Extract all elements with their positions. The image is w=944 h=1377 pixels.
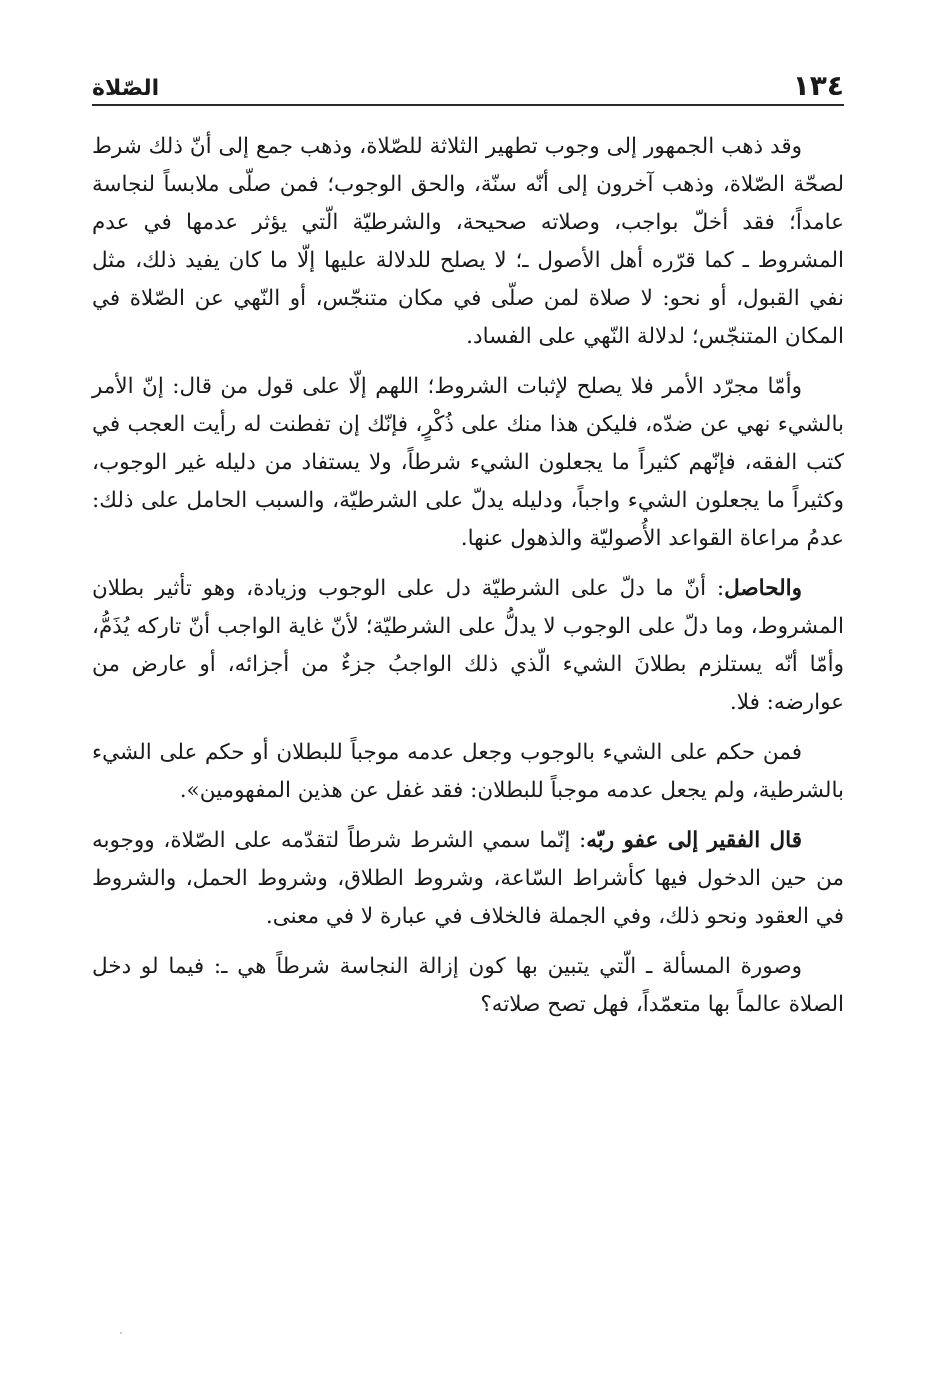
paragraph-4: فمن حكم على الشيء بالوجوب وجعل عدمه موجباً للبطلان أو حكم على الشيء بالشرطية، ولم يجعل عدمه موجباً للبطلان: فقد غفل عن هذين المفهومين». [92, 740, 844, 803]
paragraph-5-text: : إنّما سمي الشرط شرطاً لتقدّمه على الصّلاة، ووجوبه من حين الدخول فيها كأشراط السّاعة، وشروط الطلاق، وشروط الحمل، والشروط في العقود ونحو ذلك، وفي الجملة فالخلاف في عبارة لا في معنى. [92, 828, 844, 929]
paragraph-5 [92, 822, 844, 936]
paragraph-3-text: : أنّ ما دلّ على الشرطيّة دل على الوجوب وزيادة، وهو تأثير بطلان المشروط، وما دلّ على الوجوب لا يدلُّ على الشرطيّة؛ لأنّ غاية الواجب أنّ تاركه يُذَمُّ، وأمّا أنّه يستلزم بطلانَ الشيء الّذي ذلك الواجبُ جزءٌ من أجزائه، أو عارض من عوارضه: فلا. [92, 576, 844, 715]
paragraph-2: وأمّا مجرّد الأمر فلا يصلح لإثبات الشروط؛ اللهم إلّا على قول من قال: إنّ الأمر بالشيء نهي عن ضدّه، فليكن هذا منك على ذُكْرٍ، فإنّك إن تفطنت له رأيت العجب في كتب الفقه، فإنّهم كثيراً ما يجعلون الشيء شرطاً، ولا يستفاد من دليله غير الوجوب، وكثيراً ما يجعلون الشيء واجباً، ودليله يدلّ على الشرطيّة، والسبب الحامل على ذلك: عدمُ مراعاة القواعد الأُصوليّة والذهول عنها. [92, 374, 844, 551]
page-number: ١٣٤ [792, 69, 844, 102]
paragraph-3-lead: والحاصل [724, 576, 802, 601]
body-text [92, 128, 844, 1036]
header-rule [92, 104, 844, 106]
paragraph-1: وقد ذهب الجمهور إلى وجوب تطهير الثلاثة للصّلاة، وذهب جمع إلى أنّ ذلك شرط لصحّة الصّلاة، وذهب آخرون إلى أنّه سنّة، والحق الوجوب؛ فمن صلّى ملابساً لنجاسة عامداً؛ فقد أخلّ بواجب، وصلاته صحيحة، والشرطيّة الّتي يؤثر عدمها في عدم المشروط ـ كما قرّره أهل الأصول ـ؛ لا يصلح للدلالة عليها إلّا ما كان يفيد ذلك، مثل نفي القبول، أو نحو: لا صلاة لمن صلّى في مكان متنجّس، أو النّهي عن الصّلاة في المكان المتنجّس؛ لدلالة النّهي على الفساد. [92, 134, 844, 349]
paragraph-5-lead: قال الفقير إلى عفو ربّه [586, 828, 802, 853]
paragraph-6: وصورة المسألة ـ الّتي يتبين بها كون إزالة النجاسة شرطاً هي ـ: فيما لو دخل الصلاة عالماً بها متعمّداً، فهل تصح صلاته؟ [92, 954, 844, 1017]
scan-speck [120, 1332, 122, 1334]
paragraph-3 [92, 570, 844, 722]
running-title: الصّلاة [92, 76, 160, 101]
running-head [92, 62, 844, 100]
